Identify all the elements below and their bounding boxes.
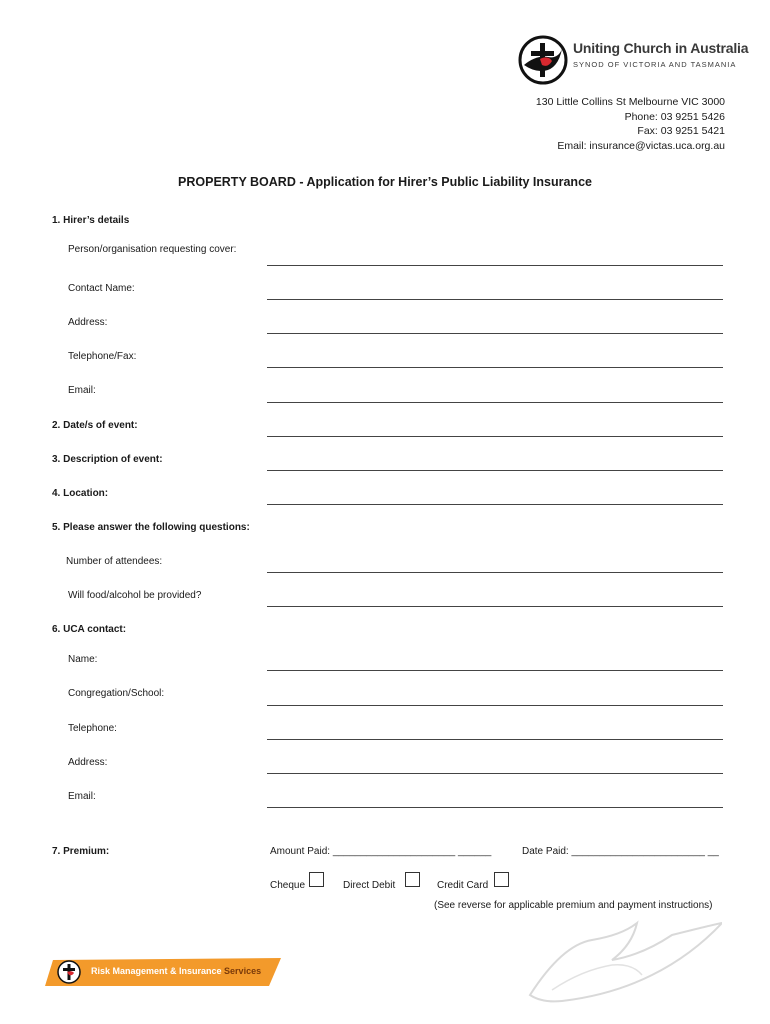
premium-note: (See reverse for applicable premium and payment instructions) (434, 900, 713, 911)
location-field[interactable] (267, 504, 723, 505)
uca-logo (518, 35, 568, 85)
direct-debit-label: Direct Debit (343, 880, 396, 891)
uca-address-field[interactable] (267, 773, 723, 774)
uca-telephone-label: Telephone: (68, 723, 117, 734)
premium-heading: 7. Premium: (52, 846, 110, 857)
contact-address-block (536, 95, 725, 153)
uca-logo-icon (518, 35, 568, 85)
location-heading: 4. Location: (52, 488, 109, 499)
uca-congregation-label: Congregation/School: (68, 688, 165, 699)
section-hirer-heading: 1. Hirer’s details (52, 215, 130, 226)
dates-heading: 2. Date/s of event: (52, 420, 138, 431)
address-line: 130 Little Collins St Melbourne VIC 3000 (535, 96, 725, 108)
direct-debit-checkbox[interactable] (405, 872, 420, 887)
person-org-field[interactable] (267, 265, 723, 266)
food-alcohol-field[interactable] (267, 606, 723, 607)
amount-paid-field[interactable]: Amount Paid: ______________________ ______ (270, 846, 492, 857)
address-label: Address: (68, 317, 108, 328)
contact-name-label: Contact Name: (68, 283, 135, 294)
cheque-checkbox[interactable] (309, 872, 324, 887)
phone-line: Phone: 03 9251 5426 (624, 110, 725, 123)
description-field[interactable] (267, 470, 723, 471)
uca-address-label: Address: (68, 757, 108, 768)
email-field[interactable] (267, 402, 723, 403)
dove-watermark-icon (522, 915, 722, 1015)
questions-heading: 5. Please answer the following questions: (52, 522, 250, 533)
telephone-fax-field[interactable] (267, 367, 723, 368)
dove-watermark (522, 915, 722, 1015)
uca-name-field[interactable] (267, 670, 723, 671)
footer-label (91, 966, 261, 976)
dates-field[interactable] (267, 436, 723, 437)
fax-line: Fax: 03 9251 5421 (637, 125, 725, 137)
credit-card-label: Credit Card (437, 880, 489, 891)
org-identity (573, 40, 748, 69)
footer-label-main: Risk Management & Insurance (91, 966, 225, 976)
person-org-label: Person/organisation requesting cover: (68, 244, 237, 255)
date-paid-field[interactable]: Date Paid: ________________________ __ (522, 846, 719, 857)
uca-name-label: Name: (68, 654, 98, 665)
cheque-label: Cheque (270, 880, 306, 891)
org-subtitle: SYNOD OF VICTORIA AND TASMANIA (573, 60, 737, 69)
org-name: Uniting Church in Australia (573, 40, 749, 56)
footer-banner (45, 958, 285, 986)
food-alcohol-label: Will food/alcohol be provided? (68, 590, 202, 601)
uca-email-field[interactable] (267, 807, 723, 808)
uca-email-label: Email: (68, 791, 96, 802)
email-label: Email: (68, 385, 96, 396)
attendees-label: Number of attendees: (66, 556, 163, 567)
contact-name-field[interactable] (267, 299, 723, 300)
uca-contact-heading: 6. UCA contact: (52, 624, 127, 635)
footer-logo-icon (57, 960, 81, 984)
uca-telephone-field[interactable] (267, 739, 723, 740)
address-field[interactable] (267, 333, 723, 334)
telephone-fax-label: Telephone/Fax: (68, 351, 137, 362)
footer-label-accent: Services (224, 966, 262, 976)
description-heading: 3. Description of event: (52, 454, 163, 465)
credit-card-checkbox[interactable] (494, 872, 509, 887)
form-title: PROPERTY BOARD - Application for Hirer’s Public Liability Insurance (178, 175, 592, 189)
uca-congregation-field[interactable] (267, 705, 723, 706)
attendees-field[interactable] (267, 572, 723, 573)
email-line: Email: insurance@victas.uca.org.au (557, 139, 725, 152)
